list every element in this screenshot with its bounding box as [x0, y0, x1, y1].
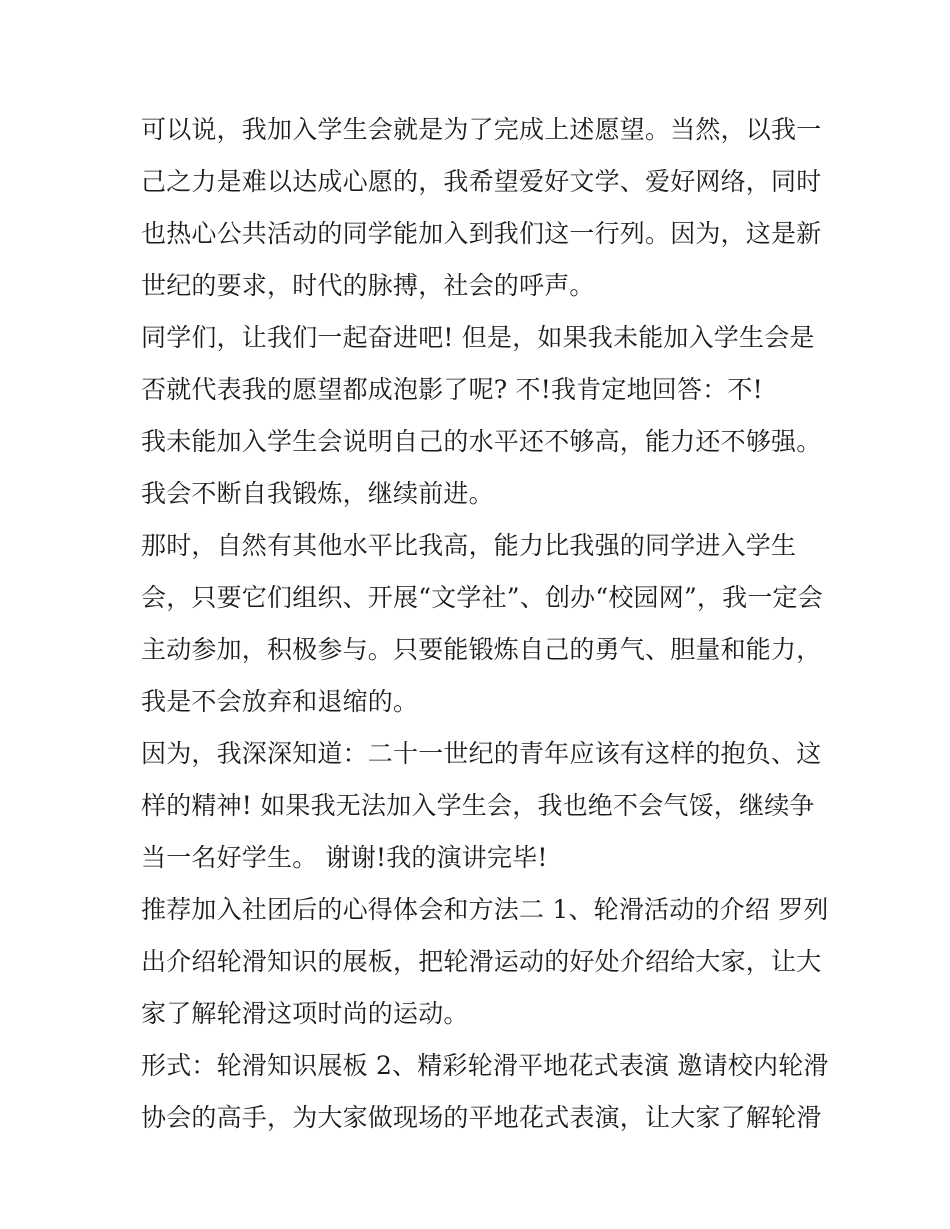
text-line: 我会不断自我锻炼，继续前进。: [141, 479, 494, 508]
text-line: 当一名好学生。 谢谢!我的演讲完毕!: [141, 843, 548, 872]
text-line: 因为，我深深知道：二十一世纪的青年应该有这样的抱负、这: [141, 739, 822, 768]
text-line: 世纪的要求，时代的脉搏，社会的呼声。: [141, 271, 595, 300]
document-body: [141, 104, 829, 1144]
text-line: 己之力是难以达成心愿的，我希望爱好文学、爱好网络，同时: [141, 167, 822, 196]
text-line: 那时，自然有其他水平比我高，能力比我强的同学进入学生: [141, 531, 797, 560]
text-line: 会，只要它们组织、开展“文学社”、创办“校园网”，我一定会: [141, 583, 823, 612]
text-line: 协会的高手，为大家做现场的平地花式表演，让大家了解轮滑: [141, 1103, 822, 1132]
text-line: 家了解轮滑这项时尚的运动。: [141, 999, 469, 1028]
text-line: 我未能加入学生会说明自己的水平还不够高，能力还不够强。: [141, 427, 822, 456]
text-line: 我是不会放弃和退缩的。: [141, 687, 419, 716]
text-line: 推荐加入社团后的心得体会和方法二 1、轮滑活动的介绍 罗列: [141, 895, 829, 924]
text-line: 也热心公共活动的同学能加入到我们这一行列。因为，这是新: [141, 219, 822, 248]
text-line: 出介绍轮滑知识的展板，把轮滑运动的好处介绍给大家，让大: [141, 947, 822, 976]
text-line: 样的精神! 如果我无法加入学生会，我也绝不会气馁，继续争: [141, 791, 815, 820]
text-line: 同学们，让我们一起奋进吧! 但是，如果我未能加入学生会是: [141, 323, 815, 352]
text-line: 可以说，我加入学生会就是为了完成上述愿望。当然，以我一: [141, 115, 822, 144]
text-line: 否就代表我的愿望都成泡影了呢? 不!我肯定地回答：不!: [141, 375, 763, 404]
text-line: 主动参加，积极参与。只要能锻炼自己的勇气、胆量和能力，: [141, 635, 822, 664]
text-line: 形式：轮滑知识展板 2、精彩轮滑平地花式表演 邀请校内轮滑: [141, 1051, 829, 1080]
